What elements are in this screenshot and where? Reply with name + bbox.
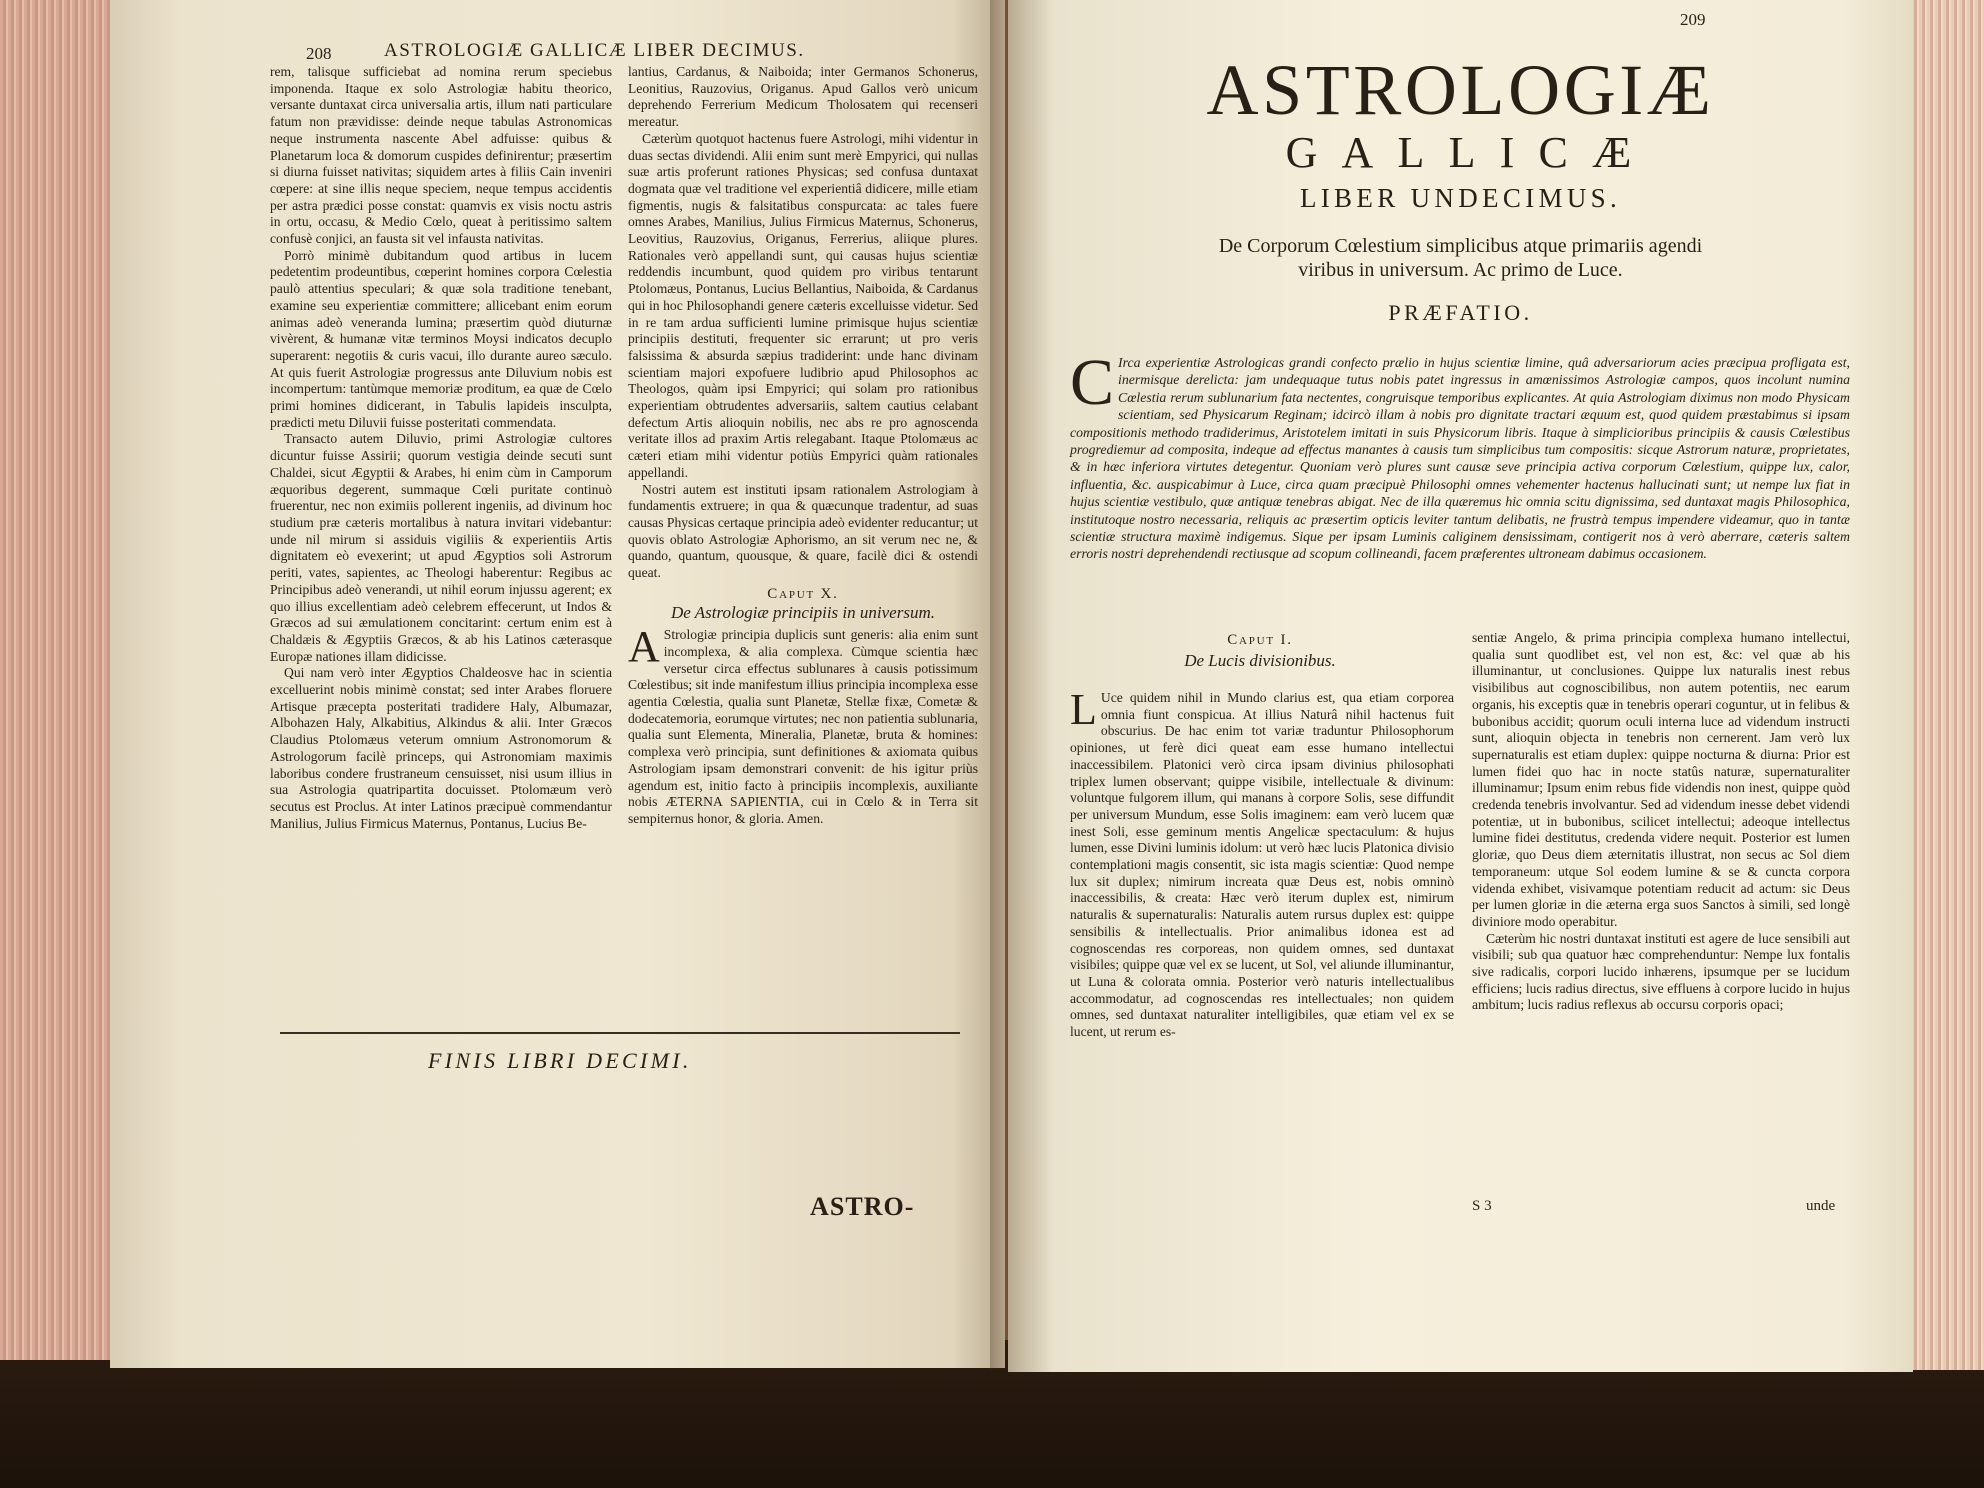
title-gallicae: GALLICÆ — [1285, 128, 1656, 177]
right-catchword: unde — [1806, 1198, 1836, 1214]
finis-libri: FINIS LIBRI DECIMI. — [428, 1048, 692, 1073]
right-column-2 — [1472, 630, 1850, 1014]
title-astrologiae: ASTROLOGIÆ — [1206, 50, 1715, 130]
left-page — [110, 0, 1005, 1368]
right-page — [1008, 0, 1913, 1372]
signature-mark: S 3 — [1472, 1198, 1492, 1214]
right-col1-paragraph: Uce quidem nihil in Mundo clarius est, qua etiam corporea omnia fiunt conspicua. At illius Naturâ nihil hactenus fuit obscurius. De hac enim tot variæ traduntur Philosophorum opiniones, ut ferè dici queat eam esse humano intellectui inaccessibilem. Platonici verò circa ipsam divinius philosophati triplex lumen observant; quippe visibile, intellectuale & divinum: voluntque fulgorem illum, qui manans à corpore Solis, sese diffundit per universum Mundum, esse Solis imaginem: eam verò lucem quæ inest Soli, esse geminum mentis Angelicæ spectaculum: & hujus lumen, esse Divini luminis idolum: ut verò hæc lucis Platonica divisio contemplationi magis consentit, sic ista magis scientiæ: Quod nempe lux sit duplex; nimirum increata quæ Deus est, nobis omninò inaccessibilis, & creata: Hæc verò iterum duplex est, nimirum naturalis & supernaturalis: Naturalis autem rursus duplex est: quippe sensibilis & intellectualis. Prior animalibus idonea est ad cognoscendas res corporeas, non quidem omnes, sed duntaxat visibiles; quippe quæ vel ex se lucent, ut Sol, vel aliunde illuminantur, ut Luna & colorata omnia. Posterior verò naturis intellectualibus accommodatur, ad cognoscendas res intellectuales; non quidem omnes, sed duntaxat naturaliter intelligibiles, quæ etiam vel ex se lucent, ut rerum es- — [1070, 690, 1454, 1040]
caput-x-text: Strologiæ principia duplicis sunt generis: alia enim sunt incomplexa, & alia complexa. Cùmque scientia hæc versetur circa effectus sublunares à causis potissimum Cœlestibus; sit inde manifestum illius principia incomplexa esse agentia Cœlestia, qualia sunt Planetæ, Stellæ fixæ, Cometæ & dodecatemoria, eorumque virtutes; nec non patientia sublunaria, qualia sunt Elementa, Mineralia, Planetæ, bruta & homines: complexa verò principia, sunt definitiones & axiomata quibus Astrologiam ipsam demonstrari convenit: de his igitur priùs agendum est, initio facto à principiis incomplexis, auxiliante nobis ÆTERNA SAPIENTIA, cui in Cœlo & in Terra sit sempiternus honor, & gloria. Amen. — [628, 627, 978, 826]
left-col1-paragraph: Porrò minimè dubitandum quod artibus in lucem pedetentim prodeuntibus, cœperint homines corpora Cœlestia paulò attentius speculari; & quæ sola traditione tenebant, examine seu experientiæ committere; allicebant enim eorum animas adeò veneranda lumina; præsertim quòd diuturnæ vivèrent, & humanæ vitæ terminos Moysi indicatos decuplo superarent: negotiis & curis vacui, illo durante aureo sæculo. At quis fuerit Astrologiæ progressus ante Diluvium nobis est incompertum: tantùmque memoriæ proditum, ea quæ de Cœlo primi homines didicerant, in Tabulis lapideis insculpta, prædicti metu Diluvii fuisse posteritati commendata. — [270, 247, 612, 430]
left-column-2 — [628, 64, 978, 828]
caput-i-heading: Caput I. — [1227, 632, 1293, 648]
title-liber-undecimus: LIBER UNDECIMUS. — [1299, 183, 1622, 213]
left-column-1 — [270, 64, 612, 832]
subtitle-line1: De Corporum Cœlestium simplicibus atque primariis agendi — [1218, 235, 1703, 257]
drop-capital-l: L — [1070, 685, 1097, 734]
left-col2-paragraph: Cæterùm quotquot hactenus fuere Astrologi, mihi videntur in duas sectas dividendi. Alii enim sunt merè Empyrici, qui nullas suæ artis proferunt rationes Physicas; sed confusa duntaxat dogmata quæ vel traditione vel experientiâ didicere, mille etiam figmentis, nugis & falsitatibus conspurcata: ac tales fuere omnes Arabes, Manilius, Julius Firmicus Maternus, Schonerus, Leovitius, Rauzovius, Origanus, Ferrerius, aliique plures. Rationales verò appellandi sunt, qui causas hujus scientiæ reddendis incumbunt, quod quidem pro viribus tentarunt Ptolomæus, Pontanus, Lucius Bellantius, Naiboida, & Cardanus qui in hoc Philosophandi genere cæteris excelluisse videtur. Sed in re tam ardua sufficienti lumine primisque hujus scientiæ principiis destituti, frequenter sic errarunt; ut pro veris falsissima & absurda sæpius tradiderint: unde hanc divinam scientiam majori expofuere ludibrio apud Philosophos ac Theologos, quàm ipsi Empyrici; qui solam pro rationibus experientiam obtrudentes adversariis, saltem cautius celabant defectum Artis alioquin nobilis, nec abs re pro agnoscenda veritate illos ad praxim Artis relegabant. Itaque Ptolomæus ac cæteri etiam mihi videntur potiùs Empyrici quàm rationales appellandi. — [628, 130, 978, 480]
caput-i-title: De Lucis divisionibus. — [1184, 651, 1336, 670]
preface-block — [1070, 346, 1850, 563]
right-page-number: 209 — [1680, 10, 1706, 29]
drop-capital-a: A — [628, 622, 660, 672]
caput-x-heading: Caput X. — [767, 585, 839, 602]
left-catchword: ASTRO- — [810, 1192, 915, 1221]
left-col2-paragraph: Nostri autem est instituti ipsam rationalem Astrologiam à fundamentis extruere; in qua & quæcunque tradentur, ad suas causas Physicas certaque principia adeò evidenter reducantur; ut quovis oblato Astrologiæ Aphorismo, an sit verum nec ne, & quando, quantum, quousque, & quare, facilè dici & ostendi queat. — [628, 481, 978, 581]
right-col2-paragraph: sentiæ Angelo, & prima principia complexa humano intellectui, qualia sunt quodlibet est, vel non est, &c: vel quæ ab his illuminantur, ut conclusiones. Quippe lux naturalis inest rebus visibilibus aut cognoscibilibus, non autem potentiis, nec earum organis, his exceptis quæ in tenebris operari coguntur, ut in felibus & bubonibus accidit; quorum oculi interna luce ad videndum instructi sunt, alioquin objecta in tenebris non cernerent. Jam verò lux supernaturalis est etiam duplex: quippe nocturna & diurna: Prior est lumen fidei quo hac in nocte statûs naturæ, supernaturaliter illuminamur; Ipsum enim rebus fide videndis non inest, quippe quòd credenda tenebris involvantur. Sed ad videndum inesse debet videndi potentiæ, ut in bubonibus, scilicet intellectui; adeoque intellectus lumine fidei destitutus, credenda videre nequit. Posterior est lumen gloriæ, quo Deus diem æternitatis illustrat, non secus ac Sol diem temporaneum: utque Sol eodem lumine & se & cuncta corpora videnda exhibet, visivamque potentiam reducit ad actum: sic Deus per lumen gloriæ in die æterna erga suos Sanctos à simili, sed longè diviniore modo operabitur. — [1472, 630, 1850, 929]
drop-capital-c: C — [1070, 346, 1115, 419]
caput-i-head-block — [1070, 628, 1450, 677]
caput-x-title: De Astrologiæ principiis in universum. — [671, 602, 935, 622]
praefatio-heading: PRÆFATIO. — [1388, 300, 1533, 325]
preface-text: Irca experientiæ Astrologicas grandi confecto prælio in hujus scientiæ limine, quâ adversariorum acies præcipua profligata est, inermisque derelicta: jam undequaque tutus nobis patet ingressus in amœnissimos Astrologiæ campos, quos incolunt numina Cœlestia rerum sublunarium fata nectentes, congruisque temporibus explicantes. At quia Astrologiam diximus non modo Physicam scientiam, sed Physicarum Reginam; idcircò illam à nobis pro dignitate tractari æquum est, quod quidem præstabimus si ipsam compositionis methodo tradiderimus, Aristotelem imitati in suis Physicorum libris. Itaque à simplicioribus principiis & causis Cœlestibus progrediemur ad composita, indeque ad effectus manantes à causis tum simplicibus tum compositis: sicque Astrorum naturæ, proprietates, & in hæc inferiora virtutes detegentur. Quoniam verò plures sunt causæ seve principia activa corporum Cœlestium, quippe lux, calor, influentia, &c. auspicabimur à Luce, circa quam præcipuè Philosophi omnes vehementer hactenus hallucinati sunt; ut nempe lux fiat in hujus scientiæ vestibulo, quæ antiquæ tenebras abigat. Nec de illa quæremus hic omnia scitu dignissima, sed duntaxat magis Philosophica, institutoque nostro necessaria, reliquis ac præsertim opticis leviter tantum delibatis, ne frustrà tempus impendere videamur, quo in tantæ scientiæ structura maximè indigemus. Sique per ipsam Luminis caliginem densissimam, contigerit nos à verò aberrare, cæteris saltem erroris nostri deprehendendi rectiusque ad scopum collineandi, facem præferentes ultroneam dabimus occasionem. — [1070, 355, 1850, 562]
finis-rule — [280, 1032, 960, 1034]
subtitle-line2: viribus in universum. Ac primo de Luce. — [1298, 259, 1623, 281]
left-col1-paragraph: rem, talisque sufficiebat ad nomina rerum speciebus imponenda. Itaque ex solo Astrologiæ habitu theorico, versante duntaxat circa universalia artis, illum nati particulare fatum non prævidisse: deinde neque tabulas Astronomicas neque instrumenta nascente Abel adfuisse: quibus & Planetarum loca & domorum cuspides definirentur; præsertim si diurna fuisset nativitas; siquidem artes à filiis Cain inveniri cœpere: at sine illis neque speciem, neque tempus accidentis per astra prædici posse constat: quamvis ex visis noctu astris in ortu, occasu, & Medio Cœlo, queat à peritissimo saltem confusè conjici, an fausta sit vel infausta nativitas. — [270, 64, 612, 247]
right-column-1 — [1070, 685, 1454, 1041]
left-page-number: 208 — [306, 44, 332, 63]
left-col1-paragraph: Transacto autem Diluvio, primi Astrologiæ cultores dicuntur fuisse Assirii; quorum vestigia deinde secuti sunt Chaldei, sicut Ægyptii & Arabes, hi enim cùm in Camporum æquoribus degerent, summaque Cœli puritate continuò fruerentur, nec non eximiis pollerent ingeniis, ad divinum hoc studium præ cæteris mortalibus à natura invitari videbantur: unde nil mirum si assiduis vigiliis & experientiis Artis dignitatem eò evexerint; ut apud Ægyptios soli Astrorum periti, vates, sapientes, ac Theologi haberentur: Regibus ac Principibus adeò venerandi, ut nihil eorum injussu agerent; ex quo illius excellentiam adeò celebrem effecerunt, ut Indos & Græcos ad sui æmulationem concitarint: certum enim est à Chaldæis & Ægyptiis Græcos, & ab his Latinos cæterasque Europæ nationes illam didicisse. — [270, 431, 612, 664]
left-running-head: ASTROLOGIÆ GALLICÆ LIBER DECIMUS. — [384, 40, 805, 61]
left-col2-paragraph: lantius, Cardanus, & Naiboida; inter Germanos Schonerus, Leonitius, Rauzovius, Origanus. Apud Gallos verò unicum deprehendo Ferrerium Medicum Tholosatem qui recenseri mereatur. — [628, 64, 978, 130]
right-col2-paragraph: Cæterùm hic nostri duntaxat instituti est agere de luce sensibili aut visibili; sub qua quatuor hæc comprehenduntur: Nempe lux fontalis sive radicalis, corpori lucido inhærens, ipsumque per se lucidum efficiens; lucis radius directus, sive effluens à corpore lucido in hujus ambitum; lucis radius reflexus ab occursu corporis opaci; — [1472, 930, 1850, 1013]
left-col1-paragraph: Qui nam verò inter Ægyptios Chaldeosve hac in scientia excelluerint nobis minimè constat; sed inter Arabes floruere Artisque præcepta posteritati tradidere Haly, Albumazar, Albohazen Haly, Alkabitius, Alkindus & alii. Inter Græcos Claudius Ptolomæus veterum omnium Astronomorum & Astrologorum facilè princeps, qui Astronomiam maximis laboribus condere frustraneum censuisset, nisi usum illius in sua Astrologia quatripartita docuisset. Ptolomæum verò secutus est Proclus. At inter Latinos præcipuè commendantur Manilius, Julius Firmicus Maternus, Pontanus, Lucius Be- — [270, 665, 612, 831]
